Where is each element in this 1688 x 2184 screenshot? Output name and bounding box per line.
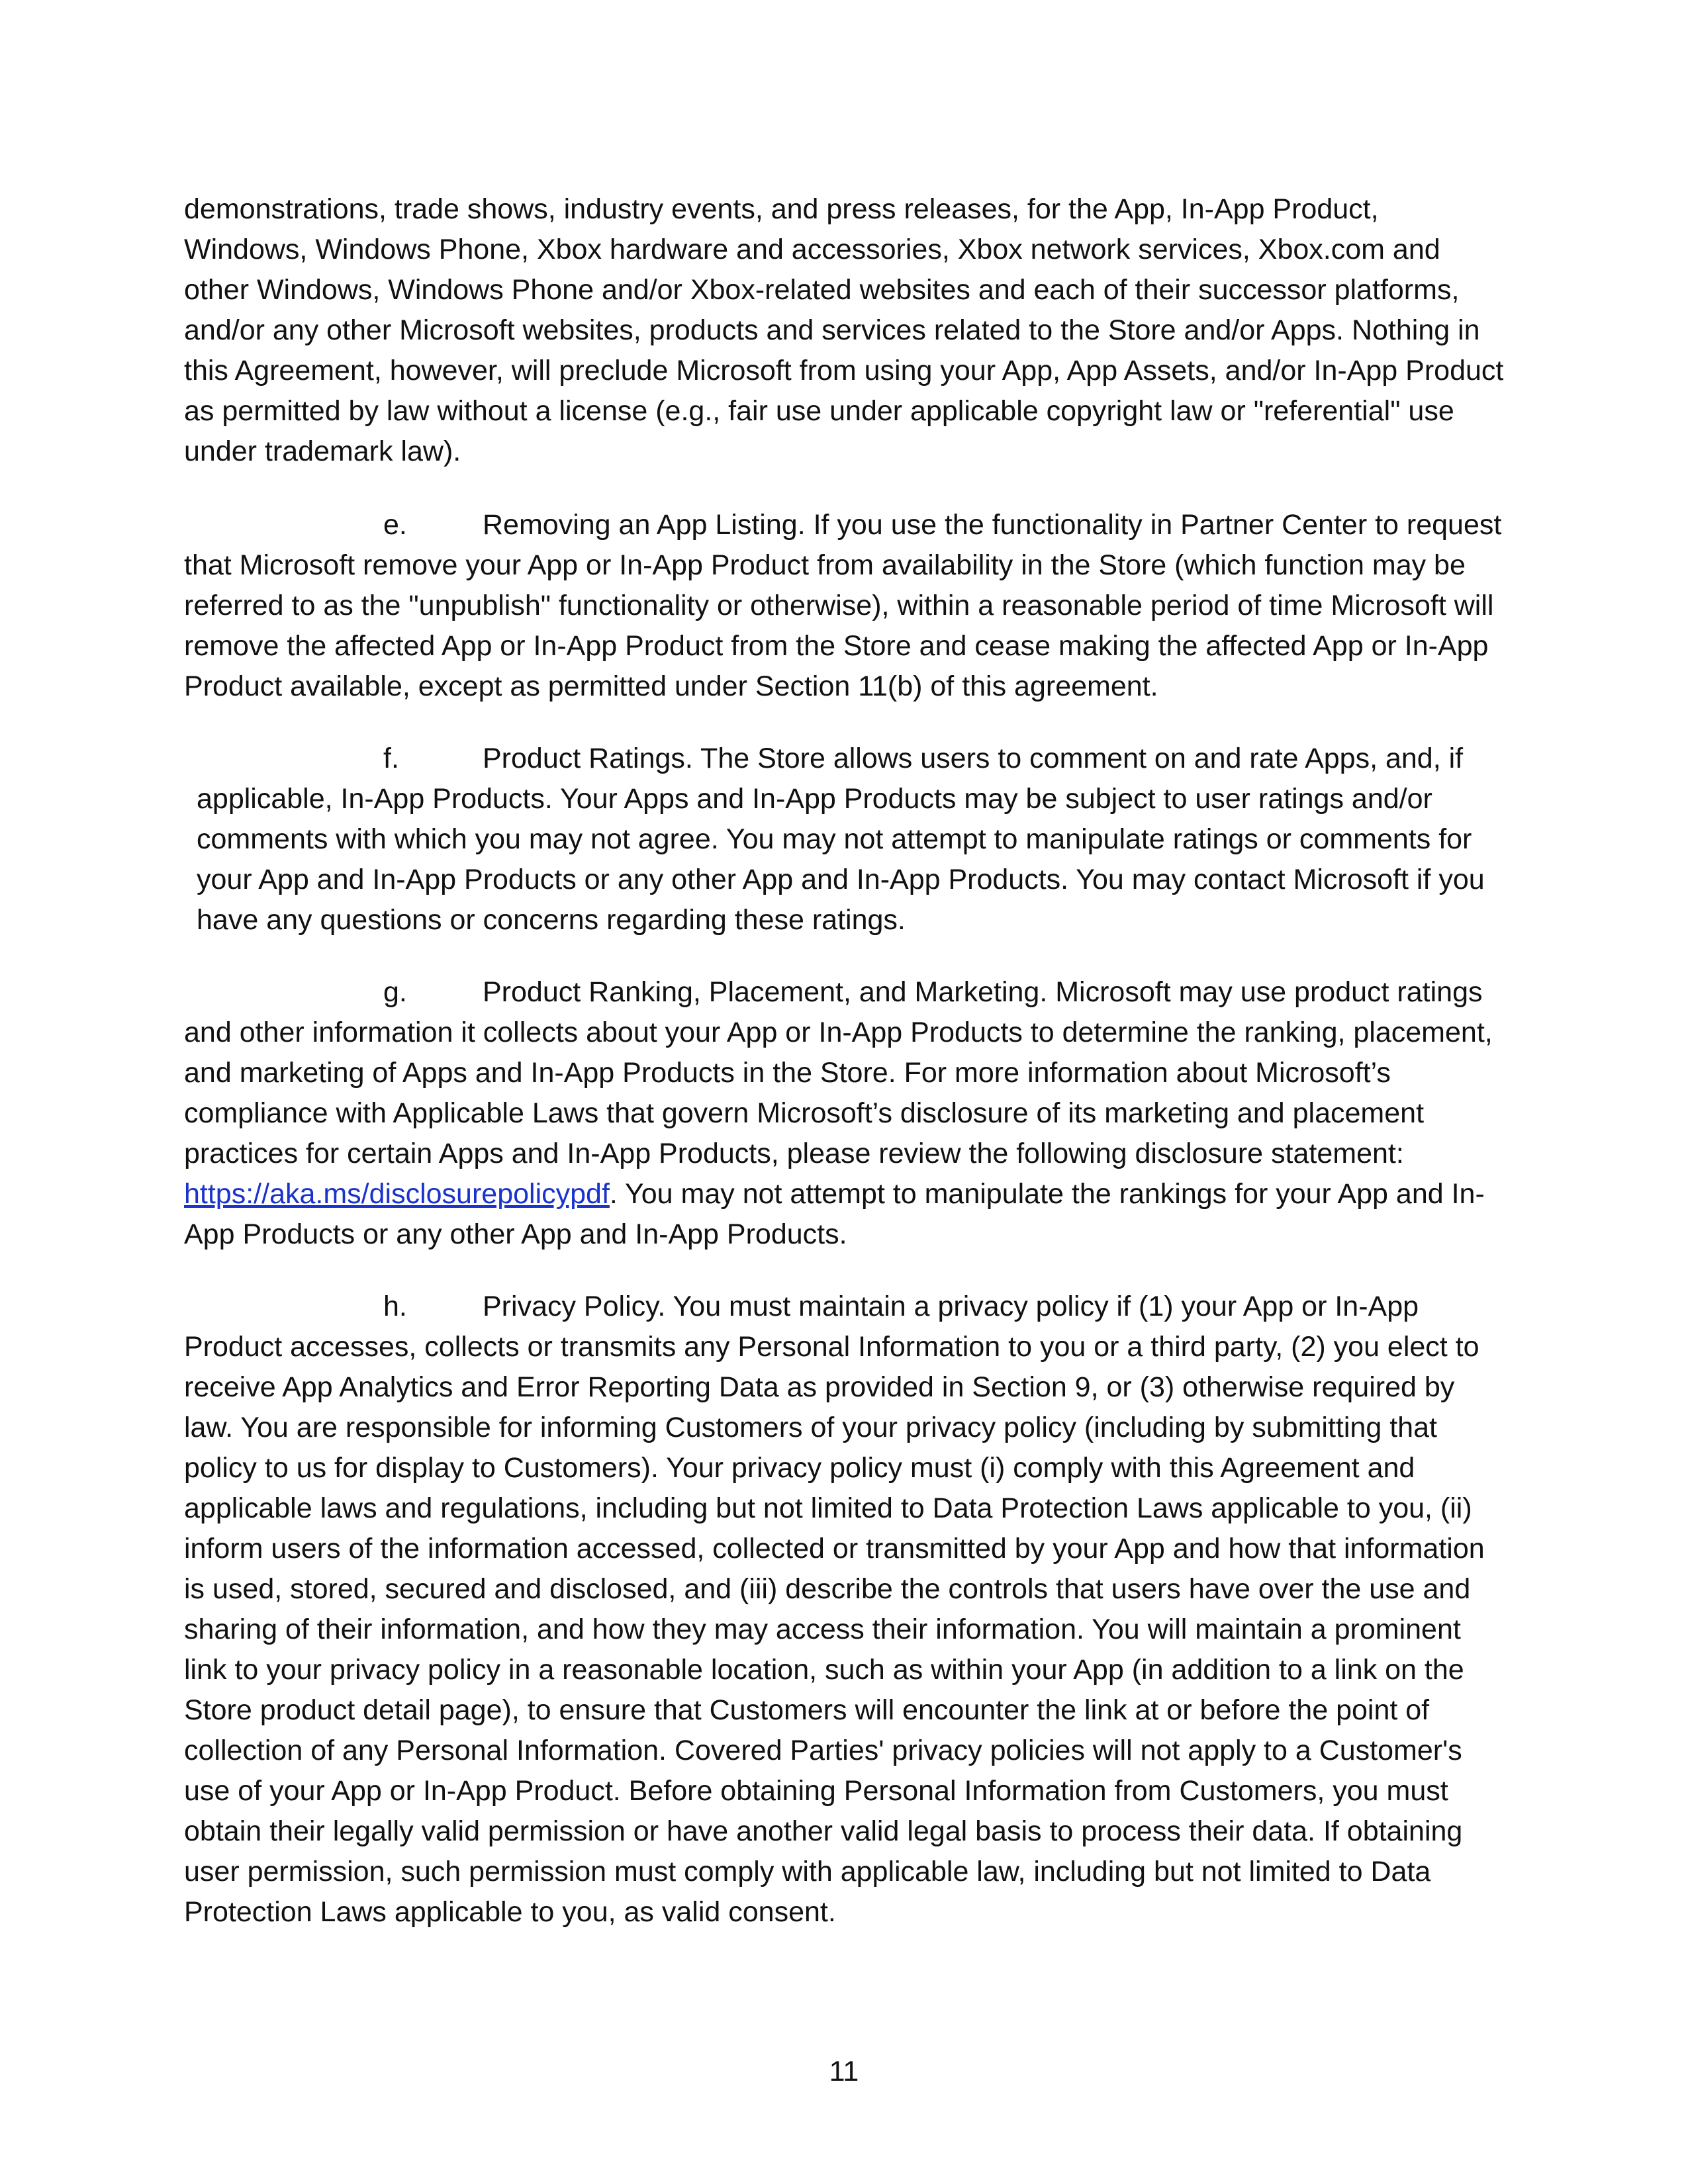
section-e-paragraph xyxy=(184,505,1508,707)
section-e-marker: e. xyxy=(383,509,407,541)
section-e-text: Removing an App Listing. If you use the functionality in Partner Center to request that Microsoft remove your App or In-App Product from availability in the Store (which function may be referred to as the "unpublish" functionality or otherwise), within a reasonable period of time Microsoft will remove the affected App or In-App Product from the Store and cease making the affected App or In-App Product available, except as permitted under Section 11(b) of this agreement. xyxy=(184,509,1502,702)
section-f-paragraph xyxy=(184,739,1508,940)
section-h-marker: h. xyxy=(383,1291,407,1322)
section-g-text-after-link: . You may not attempt to manipulate the rankings for your App and In-App Products or any other App and In-App Products. xyxy=(184,1178,1485,1250)
intro-paragraph: demonstrations, trade shows, industry events, and press releases, for the App, In-App Product, Windows, Windows Phone, Xbox hardware and accessories, Xbox network services, Xbox.com and other Windows, Windows Phone and/or Xbox-related websites and each of their successor platforms, and/or any other Microsoft websites, products and services related to the Store and/or Apps. Nothing in this Agreement, however, will preclude Microsoft from using your App, App Assets, and/or In-App Product as permitted by law without a license (e.g., fair use under applicable copyright law or "referential" use under trademark law). xyxy=(184,193,1504,467)
disclosure-policy-link[interactable]: https://aka.ms/disclosurepolicypdf xyxy=(184,1178,610,1210)
section-g-paragraph xyxy=(184,972,1508,1255)
section-g-marker: g. xyxy=(383,976,407,1008)
section-g-text-before-link: Product Ranking, Placement, and Marketing. Microsoft may use product ratings and other information it collects about your App or In-App Products to determine the ranking, placement, and marketing of Apps and In-App Products in the Store. For more information about Microsoft’s compliance with Applicable Laws that govern Microsoft’s disclosure of its marketing and placement practices for certain Apps and In-App Products, please review the following disclosure statement: xyxy=(184,976,1493,1169)
section-h-text: Privacy Policy. You must maintain a privacy policy if (1) your App or In-App Product accesses, collects or transmits any Personal Information to you or a third party, (2) you elect to receive App Analytics and Error Reporting Data as provided in Section 9, or (3) otherwise required by law. You are responsible for informing Customers of your privacy policy (including by submitting that policy to us for display to Customers). Your privacy policy must (i) comply with this Agreement and applicable laws and regulations, including but not limited to Data Protection Laws applicable to you, (ii) inform users of the information accessed, collected or transmitted by your App and how that information is used, stored, secured and disclosed, and (iii) describe the controls that users have over the use and sharing of their information, and how they may access their information. You will maintain a prominent link to your privacy policy in a reasonable location, such as within your App (in addition to a link on the Store product detail page), to ensure that Customers will encounter the link at or before the point of collection of any Personal Information. Covered Parties' privacy policies will not apply to a Customer's use of your App or In-App Product. Before obtaining Personal Information from Customers, you must obtain their legally valid permission or have another valid legal basis to process their data. If obtaining user permission, such permission must comply with applicable law, including but not limited to Data Protection Laws applicable to you, as valid consent. xyxy=(184,1291,1485,1928)
section-h-paragraph xyxy=(184,1287,1508,1933)
page-number: 11 xyxy=(829,2056,859,2087)
section-f-marker: f. xyxy=(383,743,399,774)
section-f-text: Product Ratings. The Store allows users to comment on and rate Apps, and, if applicable, In-App Products. Your Apps and In-App Products may be subject to user ratings and/or comments with which you may not agree. You may not attempt to manipulate ratings or comments for your App and In-App Products or any other App and In-App Products. You may contact Microsoft if you have any questions or concerns regarding these ratings. xyxy=(197,743,1485,936)
document-body xyxy=(184,189,1508,1964)
